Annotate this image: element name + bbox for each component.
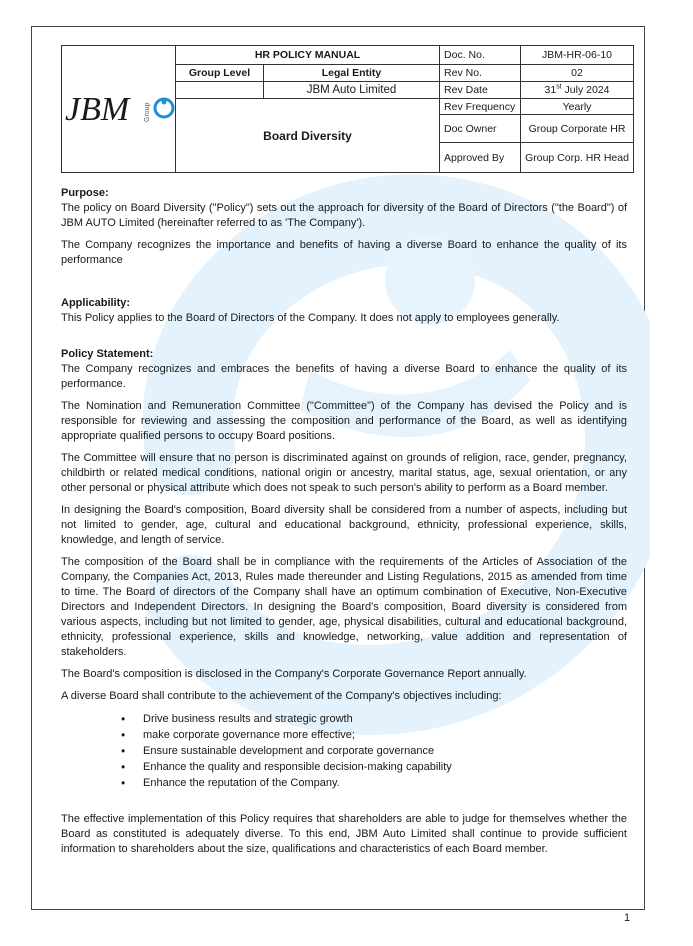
rev-date-label: Rev Date xyxy=(440,82,521,99)
policy-paragraph-7: A diverse Board shall contribute to the achievement of the Company's objectives including: xyxy=(61,690,502,702)
rev-frequency-value: Yearly xyxy=(521,99,634,115)
purpose-paragraph-1: The policy on Board Diversity ("Policy") sets out the approach for diversity of the Board of Directors ("the Board") of JBM AUTO Limited (hereinafter referred to as 'The Company'). xyxy=(61,202,627,229)
list-item: • Drive business results and strategic growth xyxy=(143,711,627,727)
logo-group-text: Group xyxy=(143,102,151,122)
policy-paragraph-4: In designing the Board's composition, Board diversity shall be considered from a number of aspects, including but not limited to gender, age, cultural and educational background, ethnicity, professional experience, skills, knowledge, and length of service. xyxy=(61,504,627,546)
document-header-table xyxy=(61,45,634,173)
group-level-label: Group Level xyxy=(176,65,264,82)
manual-title: HR POLICY MANUAL xyxy=(176,46,440,65)
list-item: • make corporate governance more effective; xyxy=(143,727,627,743)
rev-no-value: 02 xyxy=(521,65,634,82)
jbm-logo xyxy=(63,78,175,138)
policy-paragraph-3: The Committee will ensure that no person is discriminated against on grounds of religion, race, gender, pregnancy, childbirth or related medical conditions, national origin or ancestry, marital status, age, sexual orientation, or any other personal or physical attribute which does not speak to such person's ability to perform as a Board member. xyxy=(61,452,627,494)
applicability-heading: Applicability: xyxy=(61,297,131,309)
legal-entity-value: JBM Auto Limited xyxy=(264,82,440,99)
purpose-heading: Purpose: xyxy=(61,187,109,199)
rev-date-suffix: st xyxy=(556,83,562,91)
policy-title: Board Diversity xyxy=(176,99,440,173)
list-item: • Ensure sustainable development and corporate governance xyxy=(143,743,627,759)
page-number: 1 xyxy=(624,912,631,924)
doc-owner-value: Group Corporate HR xyxy=(521,115,634,143)
doc-owner-label: Doc Owner xyxy=(440,115,521,143)
list-item: • Enhance the quality and responsible decision-making capability xyxy=(143,759,627,775)
policy-paragraph-6: The Board's composition is disclosed in the Company's Corporate Governance Report annually. xyxy=(61,668,527,680)
approved-by-value: Group Corp. HR Head xyxy=(521,143,634,173)
rev-date-month-year: July 2024 xyxy=(561,84,610,96)
closing-paragraph: The effective implementation of this Policy requires that shareholders are able to judge for themselves whether the Board as constituted is adequately diverse. To this end, JBM Auto Limited shall continue to provide sufficient information to shareholders about the size, qualifications and characteristics of each Board member. xyxy=(61,813,627,855)
applicability-paragraph: This Policy applies to the Board of Directors of the Company. It does not apply to employees generally. xyxy=(61,312,560,324)
rev-no-label: Rev No. xyxy=(440,65,521,82)
document-body xyxy=(61,186,627,857)
policy-paragraph-1: The Company recognizes and embraces the benefits of having a diverse Board to enhance the quality of its performance. xyxy=(61,363,627,390)
approved-by-label: Approved By xyxy=(440,143,521,173)
purpose-paragraph-2: The Company recognizes the importance and benefits of having a diverse Board to enhance the quality of its performance xyxy=(61,239,627,266)
group-level-value xyxy=(176,82,264,99)
logo-text: JBM xyxy=(64,90,129,128)
doc-no-label: Doc. No. xyxy=(440,46,521,65)
policy-paragraph-2: The Nomination and Remuneration Committee ("Committee") of the Company has devised the Policy and is responsible for reviewing and assessing the composition and performance of the Board, as well as identifying appropriate qualified persons to occupy Board positions. xyxy=(61,400,627,442)
policy-paragraph-5: The composition of the Board shall be in compliance with the requirements of the Articles of Association of the Company, the Companies Act, 2013, Rules made thereunder and Listing Regulations, 2015 as amended from time to time. The Board of directors of the Company shall have an optimum combination of Executive, Non-Executive Directors and Independent Directors. In designing the Board's composition, Board diversity is considered from various aspects, including but not limited to gender, age, physical disabilities, cultural and educational background, ethnicity, professional experience, skills and knowledge, networking, value addition and representation of stakeholders. xyxy=(61,556,627,658)
rev-date-day: 31 xyxy=(544,84,557,96)
rev-frequency-label: Rev Frequency xyxy=(440,99,521,115)
objectives-list xyxy=(61,711,627,791)
doc-no-value: JBM-HR-06-10 xyxy=(521,46,634,65)
list-item: • Enhance the reputation of the Company. xyxy=(143,775,627,791)
rev-date-value xyxy=(521,82,634,99)
logo-cell xyxy=(62,46,176,173)
policy-statement-heading: Policy Statement: xyxy=(61,348,154,360)
legal-entity-label: Legal Entity xyxy=(264,65,440,82)
